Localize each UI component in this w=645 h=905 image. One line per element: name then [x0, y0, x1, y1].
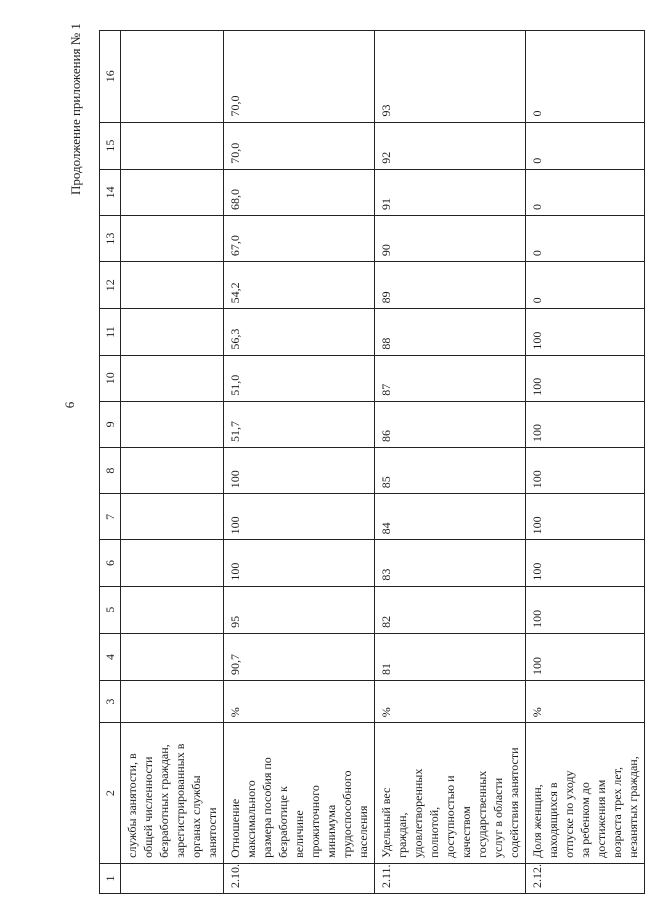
value-cell [121, 122, 224, 169]
appendix-caption: Продолжение приложения № 1 [68, 23, 83, 195]
table-header-row [100, 31, 121, 894]
value-cell: 83 [375, 540, 526, 586]
row-number: 2.12. [526, 863, 645, 893]
value-cell: 100 [526, 540, 645, 586]
value-cell [121, 31, 224, 123]
value-cell: 0 [526, 169, 645, 215]
value-cell [121, 215, 224, 261]
row-unit [121, 681, 224, 723]
page-number: 6 [62, 401, 77, 409]
value-cell: 0 [526, 215, 645, 261]
value-cell: 81 [375, 633, 526, 680]
header-cell: 10 [100, 355, 121, 401]
value-cell: 100 [526, 401, 645, 447]
value-cell: 87 [375, 355, 526, 401]
value-cell: 56,3 [224, 309, 375, 355]
value-cell: 100 [526, 494, 645, 540]
header-cell: 2 [100, 723, 121, 864]
value-cell: 100 [224, 494, 375, 540]
value-cell: 93 [375, 31, 526, 123]
row-number: 2.11. [375, 863, 526, 893]
header-cell: 5 [100, 586, 121, 633]
value-cell: 51,0 [224, 355, 375, 401]
row-description: Удельный вес граждан, удовлетворенных полнотой, доступностью и качеством государственных услуг в области содействия занятости [375, 723, 526, 864]
value-cell: 92 [375, 122, 526, 169]
row-unit: % [224, 681, 375, 723]
value-cell: 70,0 [224, 31, 375, 123]
header-cell: 12 [100, 262, 121, 309]
value-cell [121, 309, 224, 355]
value-cell [121, 355, 224, 401]
table-row [224, 31, 375, 894]
value-cell [121, 262, 224, 309]
row-description: Отношение максимального размера пособия по безработице к величине прожиточного минимума трудоспособного населения [224, 723, 375, 864]
table-frame [99, 30, 640, 894]
header-cell: 8 [100, 448, 121, 494]
value-cell: 100 [526, 633, 645, 680]
value-cell: 89 [375, 262, 526, 309]
value-cell: 84 [375, 494, 526, 540]
value-cell [121, 494, 224, 540]
value-cell: 90,7 [224, 633, 375, 680]
value-cell [121, 633, 224, 680]
value-cell: 100 [224, 540, 375, 586]
value-cell [121, 169, 224, 215]
table-row [375, 31, 526, 894]
value-cell: 0 [526, 262, 645, 309]
header-cell: 15 [100, 122, 121, 169]
value-cell: 100 [526, 355, 645, 401]
value-cell: 82 [375, 586, 526, 633]
rotated-table [99, 30, 640, 894]
value-cell: 100 [526, 586, 645, 633]
header-cell: 16 [100, 31, 121, 123]
value-cell [121, 401, 224, 447]
row-description: Доля женщин, находящихся в отпуске по уходу за ребенком до достижения им возраста трех лет, незанятых граждан, [526, 723, 645, 864]
value-cell [121, 586, 224, 633]
value-cell: 54,2 [224, 262, 375, 309]
row-unit: % [375, 681, 526, 723]
row-description: службы занятости, в общей численности безработных граждан, зарегистрированных в органах службы занятости [121, 723, 224, 864]
row-number [121, 863, 224, 893]
header-cell: 4 [100, 633, 121, 680]
row-unit: % [526, 681, 645, 723]
value-cell: 85 [375, 448, 526, 494]
value-cell: 0 [526, 31, 645, 123]
value-cell [121, 448, 224, 494]
header-cell: 11 [100, 309, 121, 355]
table-row [121, 31, 224, 894]
header-cell: 9 [100, 401, 121, 447]
value-cell: 67,0 [224, 215, 375, 261]
table-row [526, 31, 645, 894]
value-cell: 70,0 [224, 122, 375, 169]
value-cell: 90 [375, 215, 526, 261]
header-cell: 14 [100, 169, 121, 215]
header-cell: 13 [100, 215, 121, 261]
value-cell: 100 [224, 448, 375, 494]
row-number: 2.10. [224, 863, 375, 893]
header-cell: 6 [100, 540, 121, 586]
value-cell: 51,7 [224, 401, 375, 447]
value-cell: 95 [224, 586, 375, 633]
value-cell: 100 [526, 309, 645, 355]
header-cell: 7 [100, 494, 121, 540]
header-cell: 3 [100, 681, 121, 723]
header-cell: 1 [100, 863, 121, 893]
value-cell: 0 [526, 122, 645, 169]
value-cell: 100 [526, 448, 645, 494]
value-cell: 86 [375, 401, 526, 447]
value-cell: 68,0 [224, 169, 375, 215]
indicators-table [99, 30, 645, 894]
value-cell: 91 [375, 169, 526, 215]
value-cell: 88 [375, 309, 526, 355]
value-cell [121, 540, 224, 586]
